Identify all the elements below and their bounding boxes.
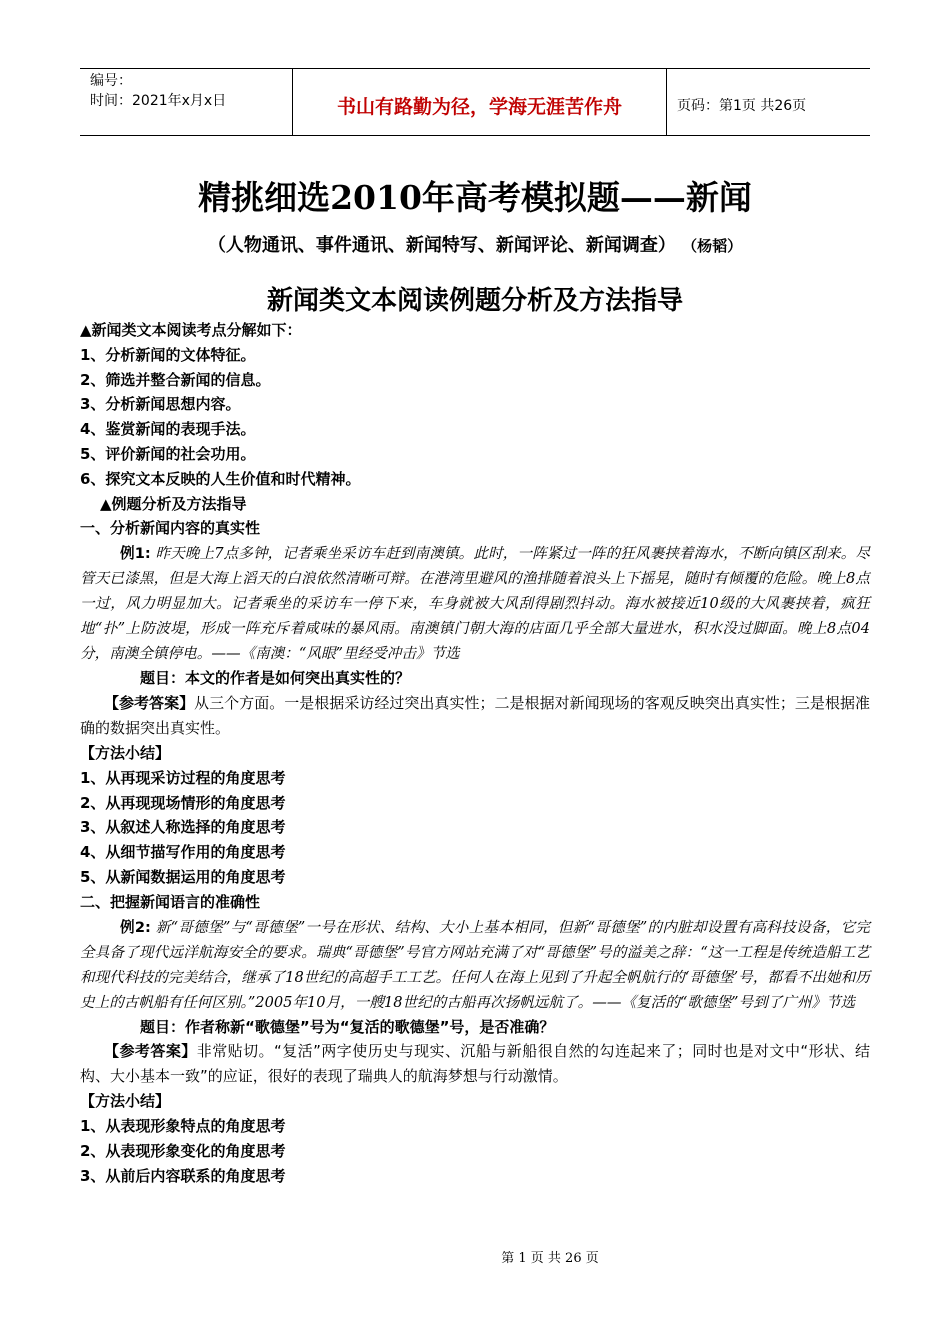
summary-item: 2、从表现形象变化的角度思考 (80, 1141, 286, 1160)
part2-summary-label: 【方法小结】 (80, 1092, 171, 1111)
header-page-label: 页码：第1页 共26页 (677, 98, 807, 114)
summary-item: 3、从叙述人称选择的角度思考 (80, 818, 286, 837)
header-motto: 书山有路勤为径，学海无涯苦作舟 (293, 69, 667, 135)
summary-item: 2、从再现现场情形的角度思考 (80, 793, 286, 812)
example-label: 例1: (120, 545, 151, 563)
part1-summary-label: 【方法小结】 (80, 743, 171, 762)
header-meta (80, 69, 293, 135)
example-label: 例2: (120, 918, 151, 936)
point-item: 3、分析新闻思想内容。 (80, 395, 241, 414)
answer-label: 【参考答案】 (104, 693, 195, 712)
answer-text: 从三个方面。一是根据采访经过突出真实性；二是根据对新闻现场的客观反映突出真实性；三是根据准确的数据突出真实性。 (80, 693, 870, 737)
part1-question: 题目：本文的作者是如何突出真实性的？ (140, 669, 411, 688)
point-item: 4、鉴赏新闻的表现手法。 (80, 420, 256, 439)
part1-heading: 一、分析新闻内容的真实性 (80, 519, 261, 538)
summary-item: 4、从细节描写作用的角度思考 (80, 843, 286, 862)
document-body (80, 318, 870, 1189)
time-label: 时间：2021年x月x日 (90, 93, 227, 109)
intro-heading: ▲新闻类文本阅读考点分解如下： (80, 321, 302, 339)
page-header (80, 68, 870, 136)
method-heading: ▲例题分析及方法指导 (100, 494, 247, 513)
example-text: 昨天晚上7点多钟，记者乘坐采访车赶到南澳镇。此时，一阵紧过一阵的狂风裹挟着海水，不断向镇区刮来。尽管天已漆黑，但是大海上滔天的白浪依然清晰可辩。在港湾里避风的渔排随着浪头上下摇晃，随时有倾覆的危险。晚上8点一过，风力明显加大。记者乘坐的采访车一停下来，车身就被大风刮得剧烈抖动。海水被接近10级的大风裹挟着，疯狂地“扑”上防波堤，形成一阵充斥着咸味的暴风雨。南澳镇门朝大海的店面几乎全部大量进水，积水没过脚面。晚上8点04分，南澳全镇停电。——《南澳：“风眼”里经受冲击》节选 (80, 545, 870, 663)
part2-heading: 二、把握新闻语言的准确性 (80, 892, 261, 911)
summary-item: 3、从前后内容联系的角度思考 (80, 1166, 286, 1185)
answer-label: 【参考答案】 (104, 1042, 197, 1061)
part2-question: 题目：作者称新“歌德堡”号为“复活的歌德堡”号，是否准确？ (140, 1017, 555, 1036)
part2-answer (80, 1039, 870, 1089)
point-item: 5、评价新闻的社会功用。 (80, 444, 256, 463)
document-title: 精挑细选2010年高考模拟题——新闻 (198, 178, 752, 217)
example-text: 新“哥德堡”与“哥德堡”一号在形状、结构、大小上基本相同，但新“哥德堡”的内脏却设置有高科技设备，它完全具备了现代远洋航海安全的要求。瑞典“哥德堡”号官方网站充满了对“哥德堡”号的溢美之辞：“这一工程是传统造船工艺和现代科技的完美结合，继承了18世纪的高超手工工艺。任何人在海上见到了升起全帆航行的‘哥德堡’号，都看不出她和历史上的古帆船有任何区别。”2005年10月，一艘18世纪的古船再次扬帆远航了。——《复活的“歌德堡”号到了广州》节选 (80, 918, 870, 1011)
summary-item: 1、从再现采访过程的角度思考 (80, 768, 286, 787)
answer-text: 非常贴切。“复活”两字使历史与现实、沉船与新船很自然的勾连起来了；同时也是对文中“形状、结构、大小基本一致”的应证，很好的表现了瑞典人的航海梦想与行动激情。 (80, 1042, 870, 1086)
author: （杨韬） (682, 237, 743, 255)
subtitle-text: （人物通讯、事件通讯、新闻特写、新闻评论、新闻调查） (207, 235, 676, 256)
point-item: 6、探究文本反映的人生价值和时代精神。 (80, 469, 361, 488)
number-label: 编号： (90, 73, 132, 89)
part1-answer (80, 691, 870, 741)
document-subtitle (0, 231, 950, 257)
point-item: 1、分析新闻的文体特征。 (80, 345, 256, 364)
section-title: 新闻类文本阅读例题分析及方法指导 (266, 286, 683, 316)
page-footer: 第 1 页 共 26 页 (501, 1251, 599, 1266)
point-item: 2、筛选并整合新闻的信息。 (80, 370, 271, 389)
summary-item: 1、从表现形象特点的角度思考 (80, 1117, 286, 1136)
part1-example (80, 541, 870, 666)
part2-example (80, 915, 870, 1015)
summary-item: 5、从新闻数据运用的角度思考 (80, 867, 286, 886)
